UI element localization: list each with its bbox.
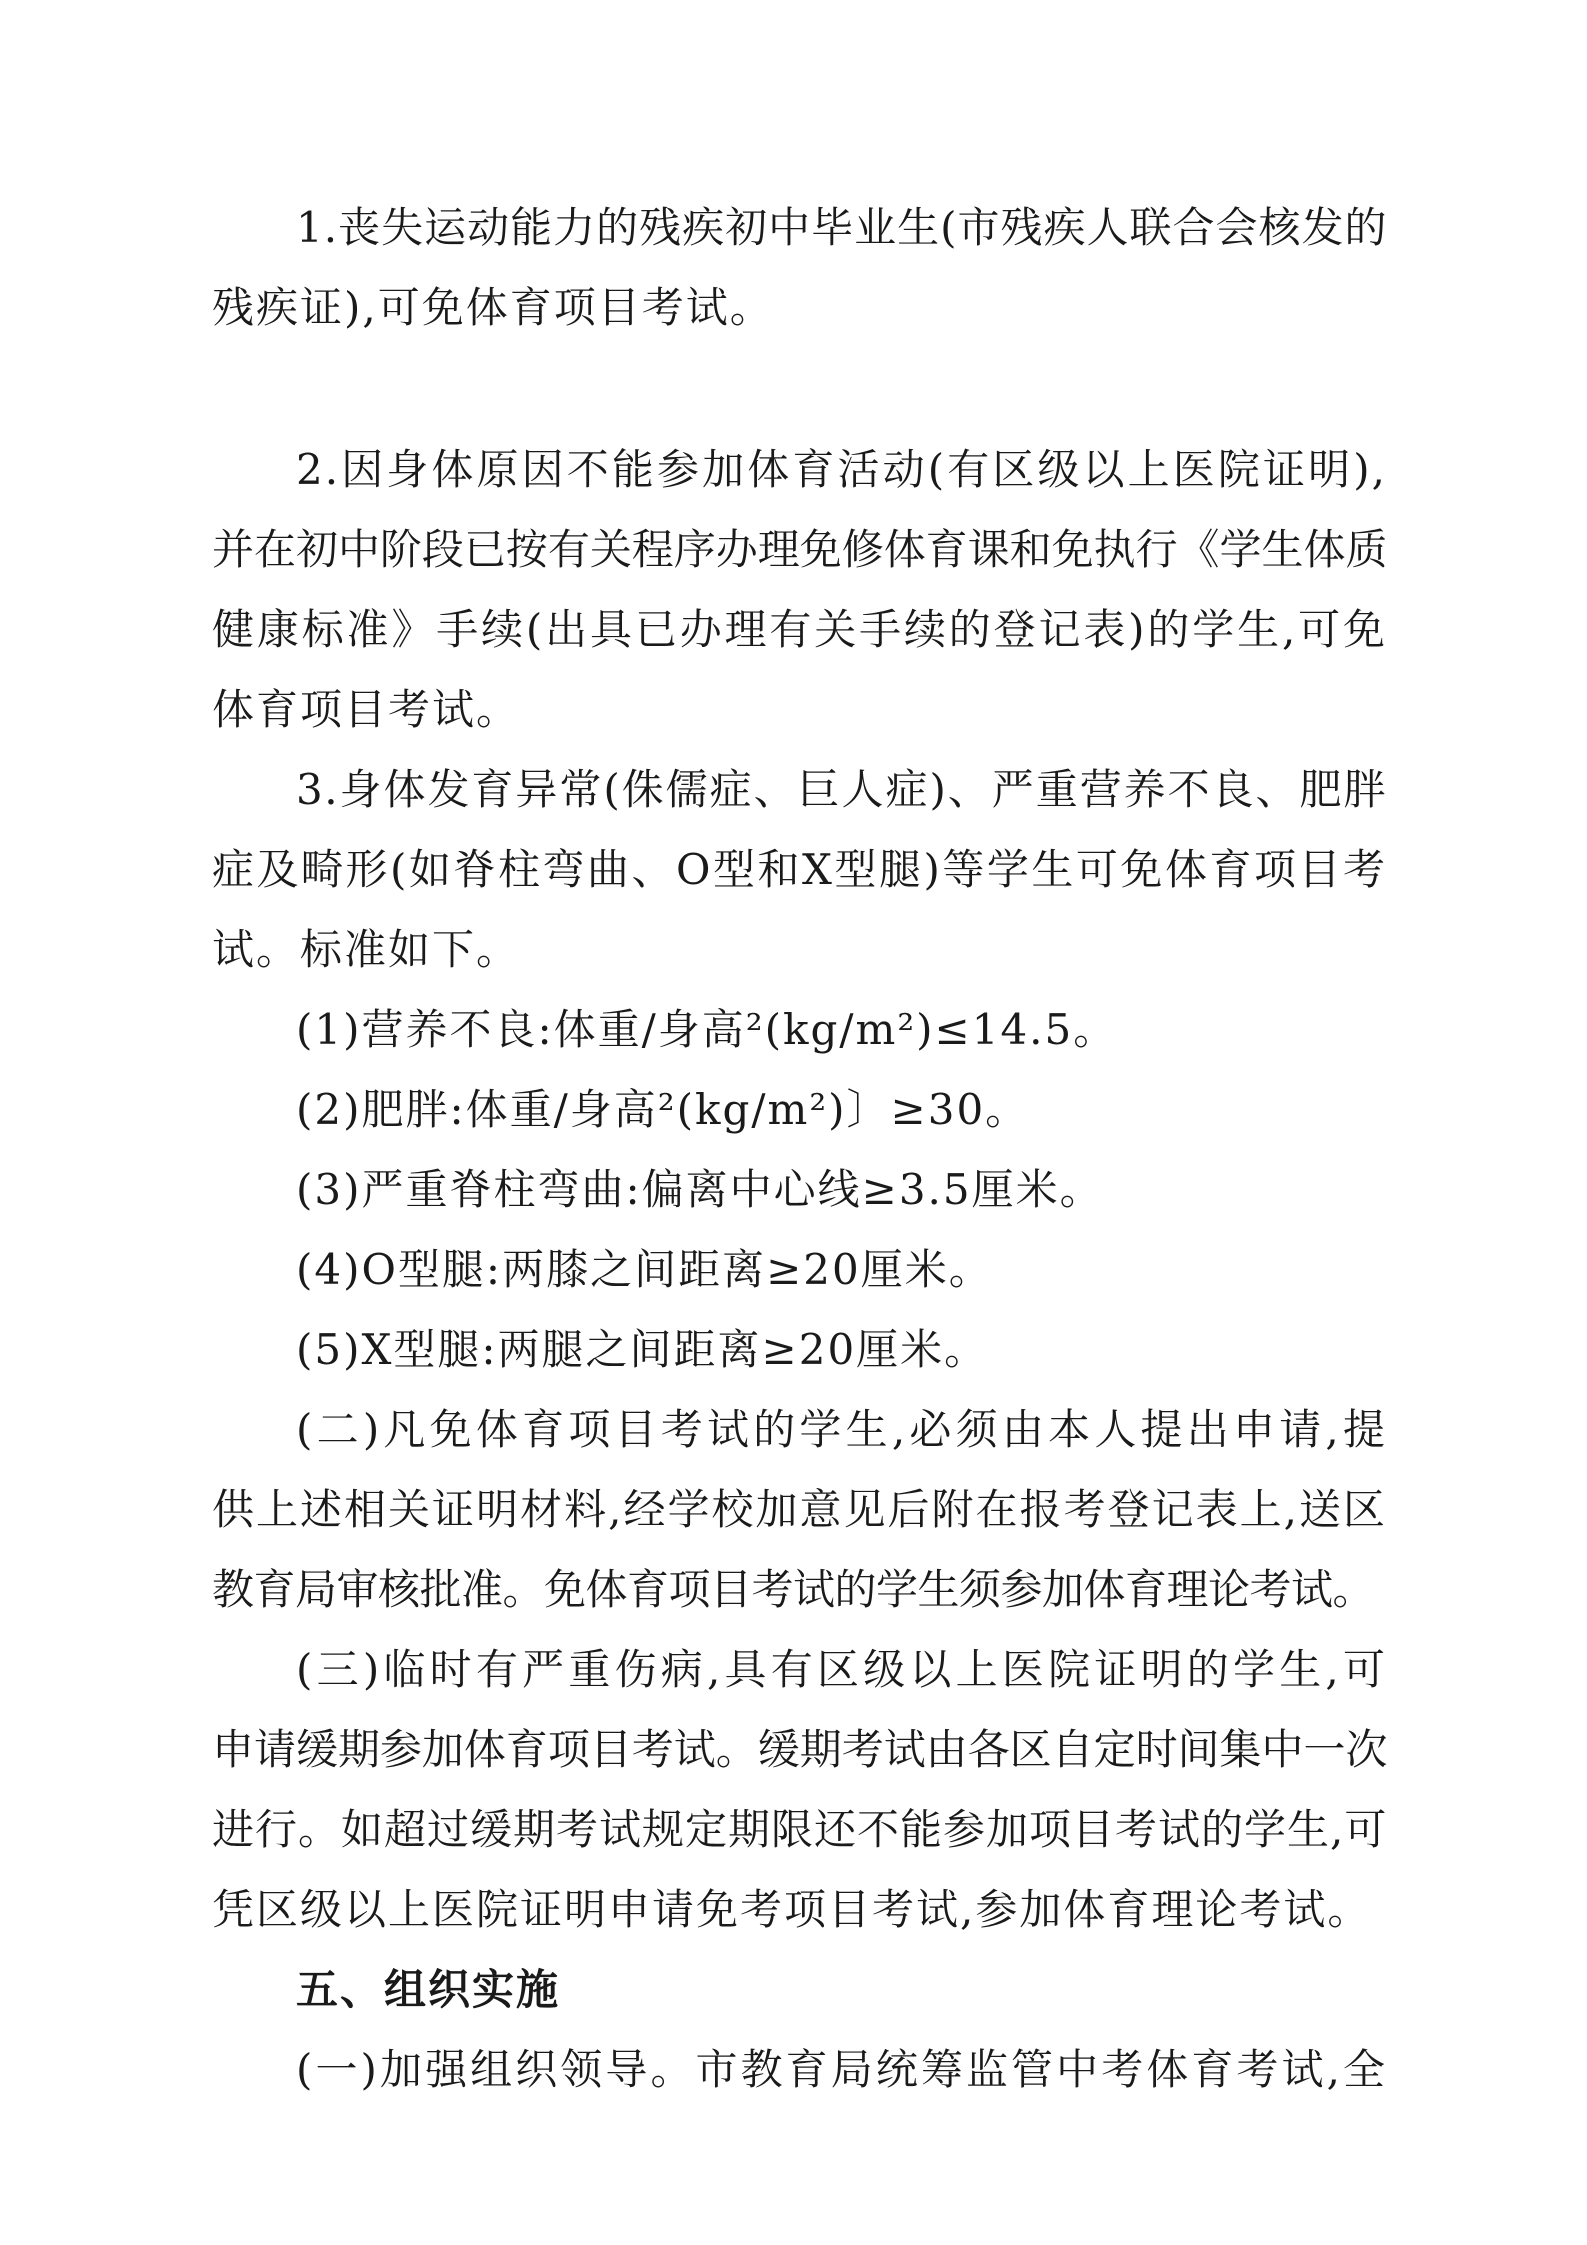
paragraph-line: 凭区级以上医院证明申请免考项目考试,参加体育理论考试。 [212, 1885, 1372, 1934]
paragraph-line: 申请缓期参加体育项目考试。缓期考试由各区自定时间集中一次 [212, 1725, 1387, 1774]
paragraph-line: 体育项目考试。 [212, 685, 521, 734]
paragraph-line: 1.丧失运动能力的残疾初中毕业生(市残疾人联合会核发的 [296, 203, 1388, 252]
paragraph-line: 残疾证),可免体育项目考试。 [212, 283, 774, 332]
paragraph-line: 试。标准如下。 [212, 925, 521, 974]
criteria-item: (1)营养不良:体重/身高²(kg/m²)≤14.5。 [296, 1005, 1118, 1054]
paragraph-line: 3.身体发育异常(侏儒症、巨人症)、严重营养不良、肥胖 [296, 765, 1387, 814]
paragraph-line: 进行。如超过缓期考试规定期限还不能参加项目考试的学生,可 [212, 1805, 1388, 1854]
section-heading: 五、组织实施 [296, 1965, 561, 2014]
criteria-item: (5)X型腿:两腿之间距离≥20厘米。 [296, 1325, 989, 1374]
criteria-item: (4)O型腿:两膝之间距离≥20厘米。 [296, 1245, 993, 1294]
paragraph-line: 并在初中阶段已按有关程序办理免修体育课和免执行《学生体质 [212, 525, 1387, 574]
paragraph-line: (二)凡免体育项目考试的学生,必须由本人提出申请,提 [296, 1405, 1387, 1454]
paragraph-line: 健康标准》手续(出具已办理有关手续的登记表)的学生,可免 [212, 605, 1387, 654]
paragraph-line: 教育局审核批准。免体育项目考试的学生须参加体育理论考试。 [212, 1565, 1375, 1614]
paragraph-line: (三)临时有严重伤病,具有区级以上医院证明的学生,可 [296, 1645, 1387, 1694]
paragraph-line: 供上述相关证明材料,经学校加意见后附在报考登记表上,送区 [212, 1485, 1387, 1534]
paragraph-line: (一)加强组织领导。市教育局统筹监管中考体育考试,全 [296, 2045, 1387, 2094]
criteria-item: (3)严重脊柱弯曲:偏离中心线≥3.5厘米。 [296, 1165, 1104, 1214]
criteria-item: (2)肥胖:体重/身高²(kg/m²)〕≥30。 [296, 1085, 1030, 1134]
paragraph-line: 症及畸形(如脊柱弯曲、O型和X型腿)等学生可免体育项目考 [212, 845, 1387, 894]
paragraph-line: 2.因身体原因不能参加体育活动(有区级以上医院证明), [296, 445, 1387, 494]
